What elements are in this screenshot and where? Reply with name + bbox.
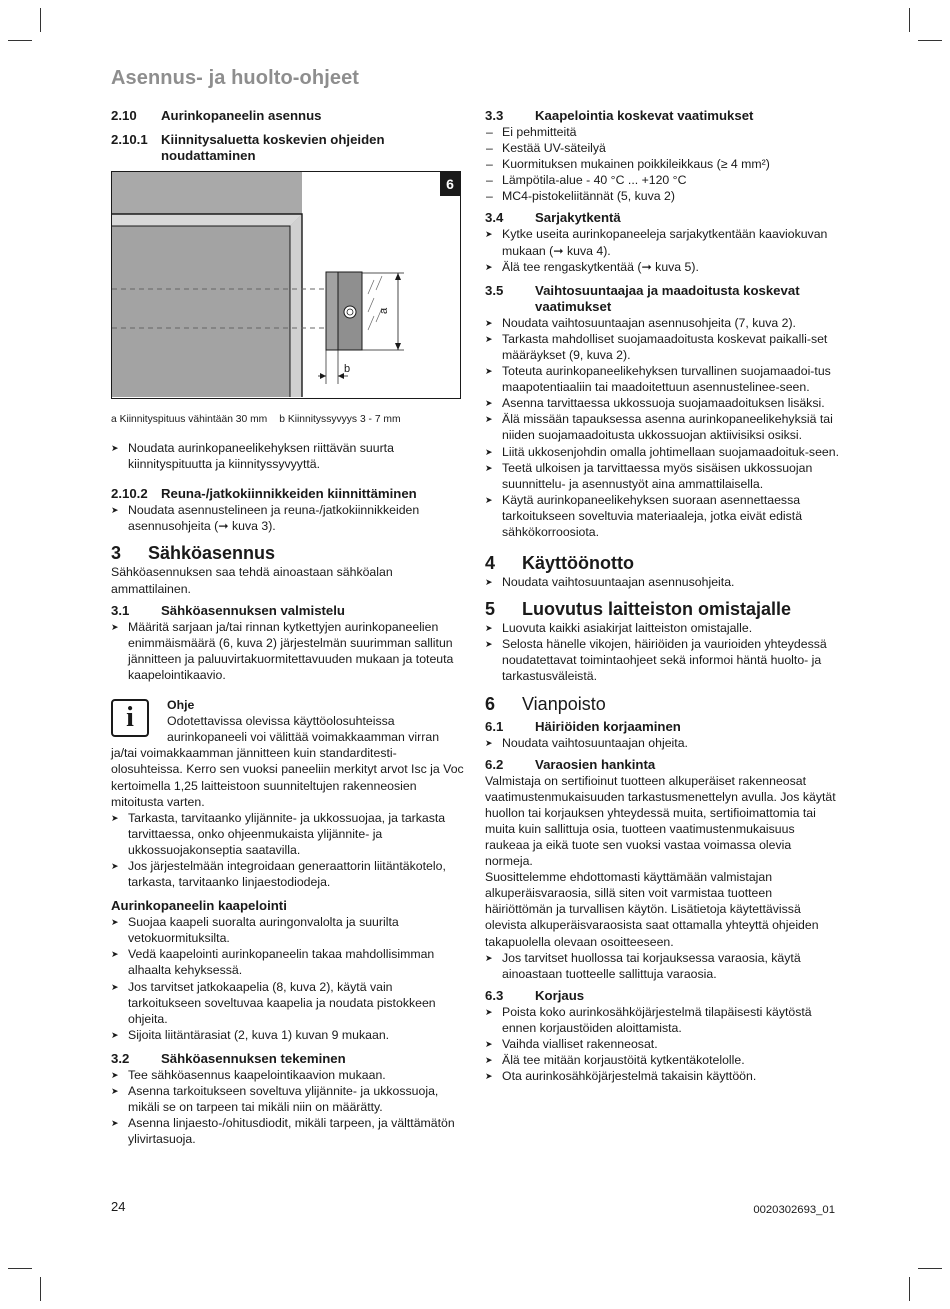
caption-a: a Kiinnityspituus vähintään 30 mm	[111, 414, 268, 425]
bullet-item: ➤ Tarkasta mahdolliset suojamaadoitusta koskevat paikalli-set määräykset (9, kuva 2).	[485, 331, 840, 363]
subheading-kaapelointi: Aurinkopaneelin kaapelointi	[111, 898, 287, 914]
bullet-item: ➤ Noudata vaihtosuuntaajan asennusohjeita.	[485, 574, 840, 590]
section-heading-6-2: 6.2 Varaosien hankinta	[485, 756, 656, 772]
dash-item: – Kuormituksen mukainen poikkileikkaus (≥ 4 mm²)	[485, 156, 840, 172]
bullet-item: ➤ Selosta hänelle vikojen, häiriöiden ja vaurioiden yhteydessä noudatettavat toimintaohjeet sekä informoi häntä huolto- ja tarkastusväleistä.	[485, 636, 840, 684]
page-number: 24	[111, 1199, 126, 1214]
section-heading-3-1: 3.1 Sähköasennuksen valmistelu	[111, 602, 345, 618]
bullet-item: ➤ Asenna linjaesto-/ohitusdiodit, mikäli tarpeen, ja välttämätön ylivirtasuoja.	[111, 1115, 464, 1147]
dash-item: – Kestää UV-säteilyä	[485, 140, 840, 156]
bullet-item: ➤ Määritä sarjaan ja/tai rinnan kytkettyjen aurinkopaneelien enimmäismäärä (6, kuva 2) järjestelmän suurimman sallitun jännitteen ja paluuvirtakuormitettavuuden mukaan ja toteuta kaapelointikaavio.	[111, 619, 464, 683]
section-heading-3-4: 3.4 Sarjakytkentä	[485, 210, 621, 226]
document-code: 0020302693_01	[753, 1204, 835, 1216]
page-title: Asennus- ja huolto-ohjeet	[111, 67, 360, 89]
section-heading-3: 3 Sähköasennus	[111, 543, 276, 564]
dash-item: – MC4-pistokeliitännät (5, kuva 2)	[485, 188, 840, 204]
section-heading-3-2: 3.2 Sähköasennuksen tekeminen	[111, 1050, 346, 1066]
dash-item: – Lämpötila-alue - 40 °C ... +120 °C	[485, 172, 840, 188]
mounting-figure	[111, 171, 461, 399]
bullet-item: ➤ Luovuta kaikki asiakirjat laitteiston omistajalle.	[485, 620, 840, 636]
section-heading-5: 5 Luovutus laitteiston omistajalle	[485, 599, 792, 620]
bullet-item: ➤ Noudata asennustelineen ja reuna-/jatkokiinnikkeiden asennusohjeita (➞ kuva 3).	[111, 502, 464, 534]
crop-mark	[40, 1277, 41, 1301]
bullet-item: ➤ Teetä ulkoisen ja tarvittaessa myös sisäisen ukkossuojan suunnittelu- ja asennustyöt aina ammattilaisella.	[485, 460, 840, 492]
paragraph: Suosittelemme ehdottomasti käyttämään valmistajan alkuperäisvaraosia, sillä siten voit varmistaa tuotteen häiriöttömän ja turvallisen käytön. Lisätietoja käytettävissä olevista alkuperäisvaraosista saat ottamalla yhteyttä ohjeiden takapuolella olevaan osoitteeseen.	[485, 870, 819, 949]
paragraph: Valmistaja on sertifioinut tuotteen alkuperäiset rakenneosat vaatimustenmukaisuuden tarkastusmenettelyn avulla. Jos käytät huollon tai korjauksen yhteydessä muita, sertifioimattomia tai muita kuin sallittuja osia, tuotteen vaatimustenmukaisuus raukeaa ja eikä tuote sen vuoksi vastaa voimassa olevia normeja.	[485, 773, 836, 869]
note-text-continued: ja/tai voimakkaamman jännitteen kuin standarditesti-olosuhteissa. Kerro sen vuoksi paneeliin merkityt arvot Isc ja Voc kertoimella 1,25 laitteistoon suunniteltujen rakenneosien mitoitusta varten.	[111, 746, 464, 809]
crop-mark	[918, 40, 942, 41]
crop-mark	[909, 8, 910, 32]
section-heading-3-3: 3.3 Kaapelointia koskevat vaatimukset	[485, 108, 754, 123]
bullet-item: ➤ Jos järjestelmään integroidaan generaattorin liitäntäkotelo, tarkasta, tarvitaanko linjaestodiodeja.	[111, 858, 464, 890]
crop-mark	[8, 40, 32, 41]
section-heading-4: 4 Käyttöönotto	[485, 553, 634, 574]
caption-b: b Kiinnityssyvyys 3 - 7 mm	[279, 414, 401, 425]
bullet-item: ➤ Liitä ukkosenjohdin omalla johtimellaan suojamaadoituk-seen.	[485, 444, 840, 460]
section-heading-3-5: 3.5 Vaihtosuuntaajaa ja maadoitusta koskevat vaatimukset	[485, 282, 800, 314]
info-icon: i	[111, 699, 149, 737]
section-heading-2-10-2: 2.10.2 Reuna-/jatkokiinnikkeiden kiinnittäminen	[111, 486, 417, 502]
crop-mark	[40, 8, 41, 32]
note-box	[111, 697, 464, 745]
dimension-label-a: a	[378, 307, 390, 314]
section-heading-6-1: 6.1 Häiriöiden korjaaminen	[485, 718, 681, 734]
bullet-item: ➤ Kytke useita aurinkopaneeleja sarjakytkentään kaaviokuvan mukaan (➞ kuva 4).	[485, 226, 840, 258]
panel-clamp-diagram	[112, 172, 459, 397]
bullet-item: ➤ Ota aurinkosähköjärjestelmä takaisin käyttöön.	[485, 1068, 840, 1084]
bullet-item: ➤ Tarkasta, tarvitaanko ylijännite- ja ukkossuojaa, ja tarkasta tarvittaessa, onko ohjeenmukaista ylijännite- ja ukkossuojakonseptia saatavilla.	[111, 810, 464, 858]
dimension-label-b: b	[344, 363, 351, 375]
crop-mark	[8, 1268, 32, 1269]
section-heading-2-10: 2.10 Aurinkopaneelin asennus	[111, 108, 322, 123]
section-heading-2-10-1: 2.10.1 Kiinnitysaluetta koskevien ohjeiden noudattaminen	[111, 132, 385, 163]
note-text: Odotettavissa olevissa käyttöolosuhteissa aurinkopaneeli voi välittää voimakkaamman virran	[167, 714, 440, 745]
bullet-item: ➤ Poista koko aurinkosähköjärjestelmä tilapäisesti käytöstä ennen korjaustöiden aloittamista.	[485, 1004, 840, 1036]
left-column	[111, 108, 464, 1147]
bullet-item: ➤ Vedä kaapelointi aurinkopaneelin takaa mahdollisimman alhaalta kehyksessä.	[111, 946, 464, 978]
figure-caption	[111, 412, 464, 428]
section-heading-6-3: 6.3 Korjaus	[485, 987, 585, 1003]
bullet-item: ➤ Jos tarvitset jatkokaapelia (8, kuva 2), käytä vain tarkoitukseen soveltuvaa kaapelia ja noudata pistokkeen ohjeita.	[111, 979, 464, 1027]
figure-number: 6	[440, 172, 460, 196]
bullet-item: ➤ Älä tee mitään korjaustöitä kytkentäkotelolle.	[485, 1052, 840, 1068]
bullet-item: ➤ Sijoita liitäntärasiat (2, kuva 1) kuvan 9 mukaan.	[111, 1027, 464, 1043]
crop-mark	[918, 1268, 942, 1269]
section-heading-6: 6 Vianpoisto	[485, 693, 606, 714]
bullet-item: ➤ Asenna tarvittaessa ukkossuoja suojamaadoituksen lisäksi.	[485, 395, 840, 411]
bullet-item: ➤ Asenna tarkoitukseen soveltuva ylijännite- ja ukkossuoja, mikäli se on tarpeen tai mikäli niin on määrätty.	[111, 1083, 464, 1115]
bullet-item: ➤ Noudata vaihtosuuntaajan asennusohjeita (7, kuva 2).	[485, 315, 840, 331]
bullet-item: ➤ Noudata vaihtosuuntaajan ohjeita.	[485, 735, 840, 751]
dash-item: – Ei pehmitteitä	[485, 124, 840, 140]
right-column	[485, 108, 840, 1084]
note-title: Ohje	[167, 698, 195, 713]
bullet-item: ➤ Käytä aurinkopaneelikehyksen suoraan asennettaessa tarkoitukseen soveltuvia materiaaleja, jotka eivät edistä sähkökorroosiota.	[485, 492, 840, 540]
paragraph: Sähköasennuksen saa tehdä ainoastaan sähköalan ammattilainen.	[111, 565, 393, 596]
bullet-item: ➤ Älä tee rengaskytkentää (➞ kuva 5).	[485, 259, 840, 275]
crop-mark	[909, 1277, 910, 1301]
bullet-item: ➤ Älä missään tapauksessa asenna aurinkopaneelikehyksiä tai niiden suojamaadoitusta ukkossuojan aktiivisiksi osiksi.	[485, 411, 840, 443]
bullet-item: ➤ Noudata aurinkopaneelikehyksen riittävän suurta kiinnityspituutta ja kiinnityssyvyyttä.	[111, 440, 464, 472]
bullet-item: ➤ Jos tarvitset huollossa tai korjauksessa varaosia, käytä ainoastaan tuotteelle sallittuja varaosia.	[485, 950, 840, 982]
bullet-item: ➤ Toteuta aurinkopaneelikehyksen turvallinen suojamaadoi-tus maapotentiaaliin tai maadoitettuun asennustelinee-seen.	[485, 363, 840, 395]
bullet-item: ➤ Tee sähköasennus kaapelointikaavion mukaan.	[111, 1067, 464, 1083]
bullet-item: ➤ Suojaa kaapeli suoralta auringonvalolta ja suurilta vetokuormituksilta.	[111, 914, 464, 946]
bullet-item: ➤ Vaihda vialliset rakenneosat.	[485, 1036, 840, 1052]
